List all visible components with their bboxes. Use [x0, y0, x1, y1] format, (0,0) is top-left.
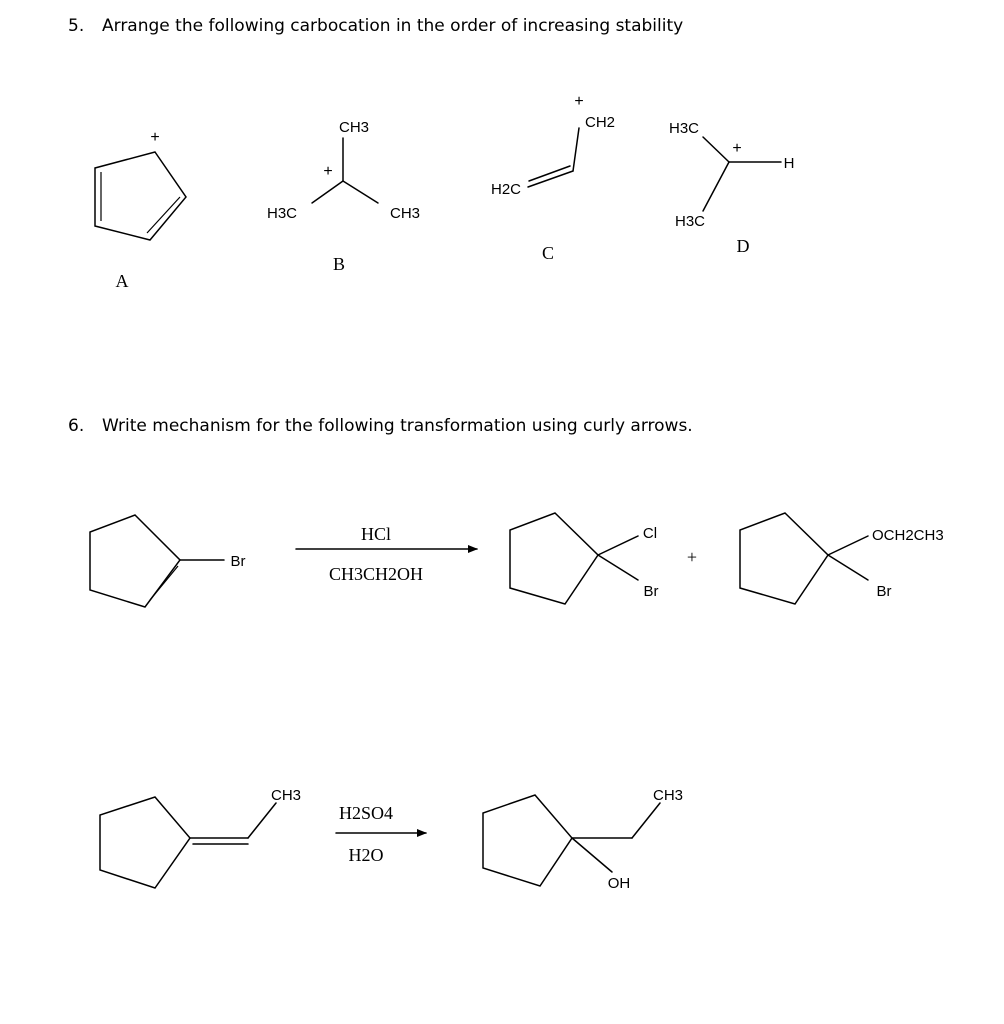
reaction-1-product-2-bond-oet: [828, 536, 868, 555]
structure-b-methyl-top: CH3: [338, 119, 370, 136]
structure-d: [669, 120, 794, 256]
reaction-1-product-1-bond-cl: [598, 536, 638, 555]
structure-b: [267, 119, 420, 274]
reaction-2: [100, 787, 683, 892]
reaction-1-reagent-solvent: CH3CH2OH: [328, 564, 424, 584]
structure-a-double-bond-2: [147, 197, 180, 233]
reaction-2-reactant-bond-ch3: [248, 803, 276, 838]
structure-d-methyl-bottom: H3C: [674, 213, 706, 230]
structure-d-bond-top: [703, 137, 729, 162]
structure-d-label: D: [736, 236, 750, 256]
reaction-1-reactant-ring: [90, 515, 180, 607]
reaction-1-product-2-br: Br: [876, 583, 892, 600]
reaction-2-reagent-acid: H2SO4: [338, 803, 394, 823]
question-5-number: 5.: [68, 16, 85, 36]
structure-b-bond-right: [343, 181, 378, 203]
reaction-1-product-2-oet: OCH2CH3: [872, 527, 944, 544]
question-6-number: 6.: [68, 416, 85, 436]
reaction-1-reactant-br: Br: [230, 553, 246, 570]
reaction-2-reactant-ch3: CH3: [270, 787, 302, 804]
reaction-1-product-1-ring: [510, 513, 598, 604]
reaction-1-product-1-bond-br: [598, 555, 638, 580]
reaction-2-reactant-ring: [100, 797, 190, 888]
reaction-1-product-2-ring: [740, 513, 828, 604]
reaction-2-product-ch3: CH3: [652, 787, 684, 804]
structure-b-methyl-right: CH3: [389, 205, 421, 222]
structure-b-charge: +: [323, 163, 333, 180]
structure-c-h2c: H2C: [490, 181, 522, 198]
structure-b-bond-left: [312, 181, 343, 203]
structure-c-single-bond: [573, 128, 579, 171]
reaction-1-product-1-br: Br: [643, 583, 659, 600]
structure-d-methyl-top: H3C: [668, 120, 700, 137]
question-5-text: Arrange the following carbocation in the order of increasing stability: [102, 16, 684, 36]
structure-c: [491, 93, 615, 263]
structure-b-label: B: [332, 254, 346, 274]
reaction-2-product-bond-oh: [572, 838, 612, 872]
structure-c-label: C: [541, 243, 555, 263]
structure-d-charge: +: [732, 140, 742, 157]
question-6-text: Write mechanism for the following transformation using curly arrows.: [102, 416, 693, 436]
reaction-1-plus: +: [686, 547, 698, 567]
structure-b-methyl-left: H3C: [266, 205, 298, 222]
structure-a: [95, 129, 186, 291]
reaction-1: [90, 513, 944, 607]
structure-a-label: A: [115, 271, 129, 291]
structure-a-charge: +: [150, 129, 160, 146]
structure-c-charge: +: [574, 93, 584, 110]
structure-d-hydrogen: H: [783, 155, 795, 172]
structure-d-bond-bottom: [703, 162, 729, 211]
reaction-2-reagent-water: H2O: [348, 845, 384, 865]
reaction-1-reactant-double-bond: [150, 566, 178, 600]
reaction-1-product-1-cl: Cl: [642, 525, 658, 542]
reaction-1-reagent-hcl: HCl: [360, 524, 392, 544]
reaction-2-product-bond-ch3: [632, 803, 660, 838]
reaction-2-product-oh: OH: [607, 875, 631, 892]
structure-c-ch2: CH2: [584, 114, 616, 131]
reaction-2-product-ring: [483, 795, 572, 886]
reaction-1-product-2-bond-br: [828, 555, 868, 580]
structure-a-ring: [95, 152, 186, 240]
